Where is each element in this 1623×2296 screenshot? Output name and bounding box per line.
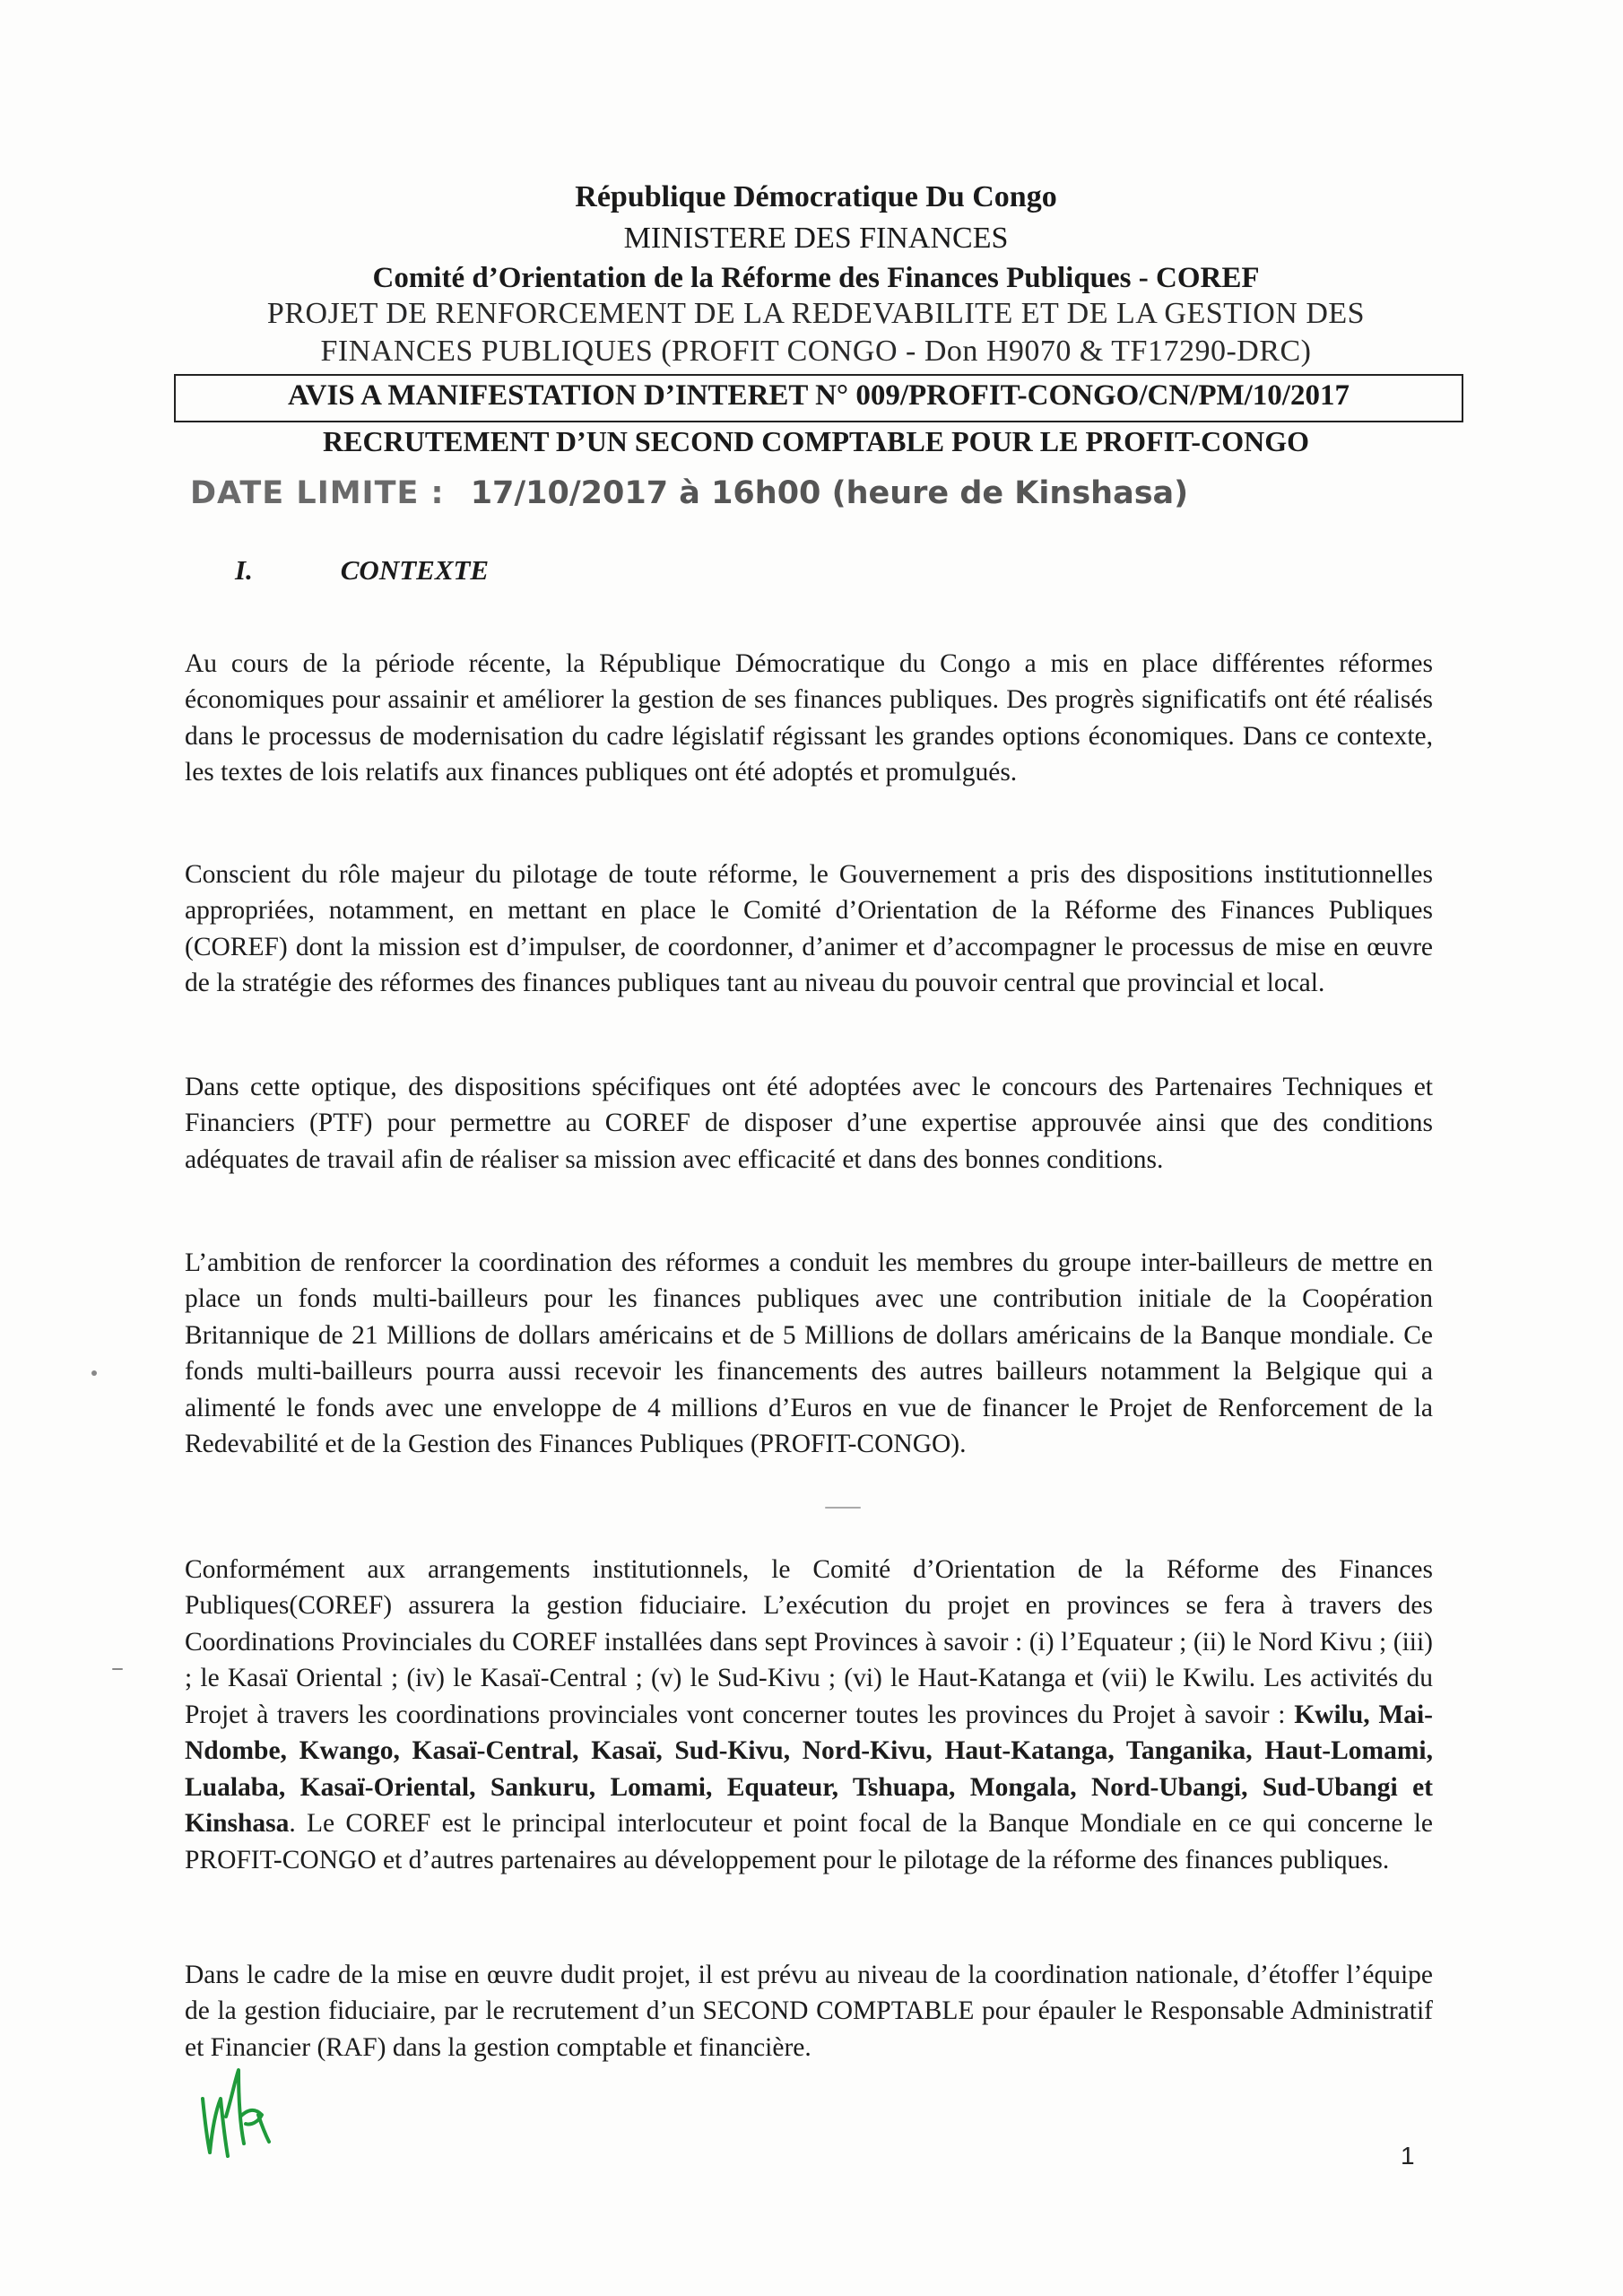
initials-signature [195, 2063, 276, 2161]
project-title-text1: PROJET DE RENFORCEMENT DE LA REDEVABILITE ET DE LA GESTION DES [266, 297, 1366, 330]
ministry-name: MINISTERE DES FINANCES [623, 222, 1009, 255]
paragraph-context-2: Conscient du rôle majeur du pilotage de toute réforme, le Gouvernement a pris des dispositions institutionnelles appropriées, notamment, en mettant en place le Comité d’Orientation de la Réforme des Finances Publiques (COREF) dont la mission est d’impulser, de coordonner, d’animer et d’accompagner le processus de mise en œuvre de la stratégie des réformes des finances publiques tant au niveau du pouvoir central que provincial et local. [185, 859, 1433, 997]
paragraph-context-3: Dans cette optique, des dispositions spécifiques ont été adoptées avec le concours des Partenaires Techniques et Financiers (PTF) pour permettre au COREF de disposer d’une expertise approuvée ainsi que des conditions adéquates de travail afin de réaliser sa mission avec efficacité et dans des bonnes conditions. [185, 1072, 1433, 1174]
project-title-line1 [170, 296, 1462, 331]
deadline-label: DATE LIMITE : [190, 475, 445, 511]
scan-speck [112, 1668, 123, 1670]
deadline-value: 17/10/2017 à 16h00 (heure de Kinshasa) [470, 475, 1189, 511]
project-title-text2: FINANCES PUBLIQUES (PROFIT CONGO - Don H9070 & TF17290-DRC) [320, 335, 1312, 368]
deadline [190, 475, 1188, 511]
section-title: CONTEXTE [340, 554, 490, 586]
paragraph-context-5 [185, 1552, 1433, 1879]
page-number: 1 [1401, 2142, 1415, 2170]
scan-speck [825, 1507, 861, 1509]
section-number: I. [235, 554, 253, 586]
paragraph-context-6: Dans le cadre de la mise en œuvre dudit projet, il est prévu au niveau de la coordination nationale, d’étoffer l’équipe de la gestion fiduciaire, par le recrutement d’un SECOND COMPTABLE pour épauler le Responsable Administratif et Financier (RAF) dans la gestion comptable et financière. [185, 1960, 1433, 2062]
notice-box [174, 374, 1463, 422]
project-title-line2 [170, 334, 1462, 369]
signature-stroke [203, 2070, 269, 2156]
committee-name: Comité d’Orientation de la Réforme des Finances Publiques - COREF [372, 262, 1260, 294]
country-name: République Démocratique Du Congo [575, 180, 1057, 213]
scan-speck [91, 1370, 97, 1376]
paragraph-context-1: Au cours de la période récente, la République Démocratique du Congo a mis en place différentes réformes économiques pour assainir et améliorer la gestion de ses finances publiques. Des progrès significatifs ont été réalisés dans le processus de modernisation du cadre législatif régissant les grandes options économiques. Dans ce contexte, les textes de lois relatifs aux finances publiques ont été adoptés et promulgués. [185, 648, 1433, 787]
section-heading [235, 554, 489, 587]
province-list: Kwilu, Mai-Ndombe, Kwango, Kasaï-Central, Kasaï, Sud-Kivu, Nord-Kivu, Haut-Katanga, Tanganika, Haut-Lomami, Lualaba, Kasaï-Oriental, Sankuru, Lomami, Equateur, Tshuapa, Mongala, Nord-Ubangi, Sud-Ubangi et Kinshasa [185, 1700, 1433, 1838]
paragraph-5-intro: Conformément aux arrangements institutionnels, le Comité d’Orientation de la Réforme des Finances Publiques(COREF) assurera la gestion fiduciaire. L’exécution du projet en provinces se fera à travers des Coordinations Provinciales du COREF installées dans sept Provinces à savoir : (i) l’Equateur ; (ii) le Nord Kivu ; (iii) ; le Kasaï Oriental ; (iv) le Kasaï-Central ; (v) le Sud-Kivu ; (vi) le Haut-Katanga et (vii) le Kwilu. Les activités du Projet à travers les coordinations provinciales vont concerner toutes les provinces du Projet à savoir : [185, 1554, 1433, 1729]
paragraph-context-4: L’ambition de renforcer la coordination des réformes a conduit les membres du groupe inter-bailleurs de mettre en place un fonds multi-bailleurs pour les finances publiques avec une contribution initiale de la Coopération Britannique de 21 Millions de dollars américains et de 5 Millions de dollars américains de la Banque mondiale. Ce fonds multi-bailleurs pourra aussi recevoir les financements des autres bailleurs notamment la Belgique qui a alimenté le fonds avec une enveloppe de 4 millions d’Euros en vue de financer le Projet de Renforcement de la Redevabilité et de la Gestion des Finances Publiques (PROFIT-CONGO). [185, 1248, 1433, 1458]
ministry-heading [170, 221, 1462, 256]
recruitment-title: RECRUTEMENT D’UN SECOND COMPTABLE POUR LE PROFIT-CONGO [323, 425, 1309, 457]
notice-reference: AVIS A MANIFESTATION D’INTERET N° 009/PROFIT-CONGO/CN/PM/10/2017 [288, 379, 1350, 412]
country-heading [170, 179, 1462, 214]
committee-heading [170, 262, 1462, 296]
paragraph-5-outro: . Le COREF est le principal interlocuteur et point focal de la Banque Mondiale en ce qui concerne le PROFIT-CONGO et d’autres partenaires au développement pour le pilotage de la réforme des finances publiques. [185, 1809, 1433, 1874]
